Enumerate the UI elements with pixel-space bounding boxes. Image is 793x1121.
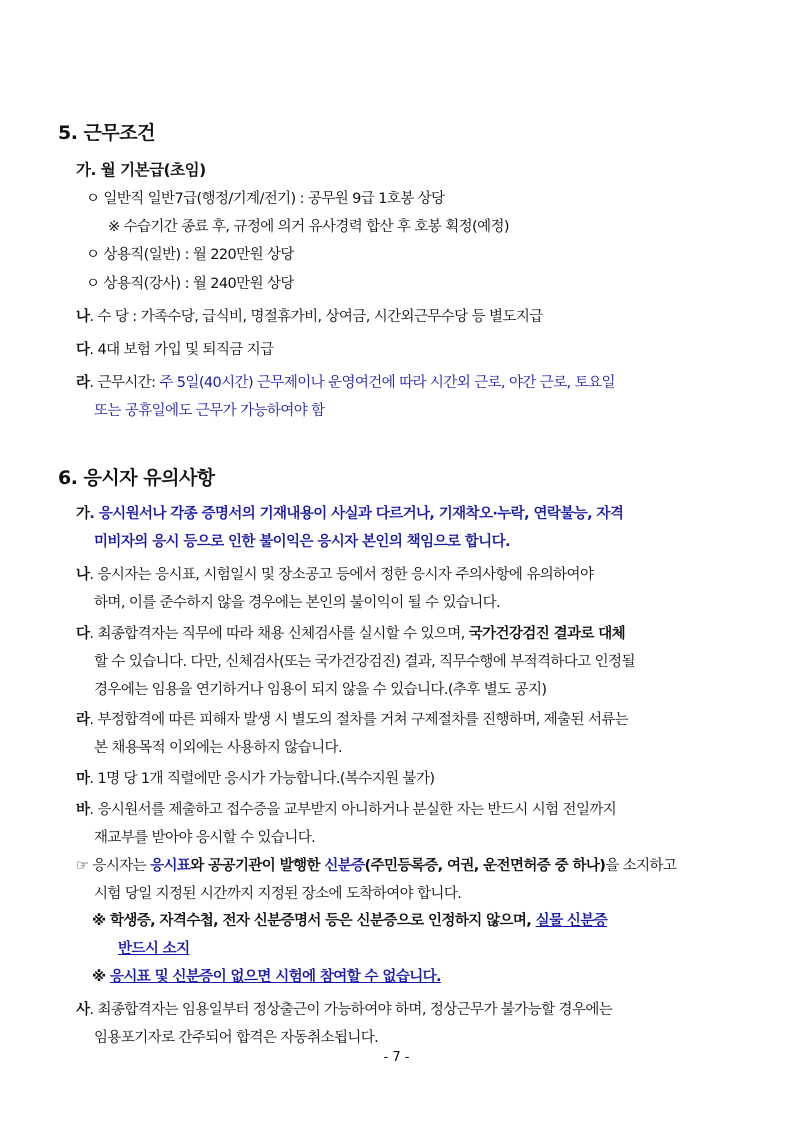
- section-6-ba: [76, 798, 616, 819]
- section-6-da-cont-1: 할 수 있습니다. 다만, 신체검사(또는 국가건강검진) 결과, 직무수행에 부적격하다고 인정될: [94, 654, 635, 670]
- item-marker: 다: [76, 342, 90, 358]
- work-hours-text: 주 5일(40시간) 근무제이나 운영여건에 따라 시간외 근로, 야간 근로, 토요일: [159, 375, 615, 391]
- salary-note: ※ 수습기간 종료 후, 규정에 의거 유사경력 합산 후 호봉 획정(예정): [108, 219, 509, 235]
- item-marker: 나: [76, 309, 90, 325]
- id-text-3: 을 소지하고: [605, 858, 677, 874]
- id-note-1-cont: 반드시 소지: [118, 941, 190, 957]
- id-text-1: 응시자는: [88, 858, 151, 874]
- id-card-text: 신분증: [324, 858, 365, 874]
- section-6-da: [76, 622, 625, 643]
- salary-bullet-1: ㅇ 일반직 일반7급(행정/기계/전기) : 공무원 9급 1호봉 상당: [86, 191, 445, 207]
- item-text: . 근무시간:: [89, 375, 160, 391]
- item-marker: 나: [76, 567, 90, 583]
- item-text: . 1명 당 1개 직렬에만 응시가 가능합니다.(복수지원 불가): [89, 771, 435, 787]
- section-6-da-cont-2: 경우에는 임용을 연기하거나 임용이 되지 않을 수 있습니다.(추후 별도 공지): [94, 682, 547, 698]
- id-types-text: (주민등록증, 여권, 운전면허증 중 하나): [364, 858, 606, 874]
- section-6-ma: [76, 767, 434, 788]
- item-text: . 최종합격자는 직무에 따라 채용 신체검사를 실시할 수 있으며,: [89, 626, 469, 642]
- id-text-2: 와 공공기관이 발행한: [190, 858, 325, 874]
- item-marker: 마: [76, 771, 90, 787]
- item-marker: 다: [76, 626, 90, 642]
- note-blue-text: 응시표 및 신분증이 없으면 시험에 참여할 수 없습니다.: [109, 969, 441, 985]
- item-marker: 바: [76, 802, 90, 818]
- id-requirement-cont: 시험 당일 지정된 시간까지 지정된 장소에 도착하여야 합니다.: [94, 886, 462, 902]
- section-5-da: [76, 338, 274, 359]
- item-text: . 응시자는 응시표, 시험일시 및 장소공고 등에서 정한 응시자 주의사항에 유의하여야: [89, 567, 594, 583]
- section-5-ga-title: 가. 월 기본급(초임): [76, 161, 206, 179]
- page-number: - 7 -: [383, 1050, 410, 1065]
- salary-bullet-3: ㅇ 상용직(강사) : 월 240만원 상당: [86, 276, 294, 292]
- section-6-sa: [76, 998, 612, 1019]
- item-text: . 수 당 : 가족수당, 급식비, 명절휴가비, 상여금, 시간외근무수당 등 별도지급: [89, 309, 543, 325]
- id-note-1: [92, 909, 607, 930]
- section-5-title: 5. 근무조건: [58, 122, 155, 144]
- note-mark: ※: [92, 969, 110, 985]
- id-requirement: [76, 854, 676, 875]
- note-blue-text: 실물 신분증: [535, 913, 608, 929]
- section-6-title: 6. 응시자 유의사항: [58, 467, 215, 489]
- section-6-ga: [76, 502, 623, 523]
- section-6-na: [76, 563, 593, 584]
- item-text: . 응시원서를 제출하고 접수증을 교부받지 아니하거나 분실한 자는 반드시 시험 전일까지: [89, 802, 617, 818]
- item-marker: 라: [76, 375, 90, 391]
- item-text: . 응시원서나 각종 증명서의 기재내용이 사실과 다르거나, 기재착오·누락, 연락불능, 자격: [89, 506, 624, 522]
- note-bold-text: 학생증, 자격수첩, 전자 신분증명서 등은 신분증으로 인정하지 않으며,: [109, 913, 536, 929]
- section-6-ba-cont: 재교부를 받아야 응시할 수 있습니다.: [94, 830, 316, 846]
- pointing-hand-icon: ☞: [76, 858, 89, 874]
- salary-bullet-2: ㅇ 상용직(일반) : 월 220만원 상당: [86, 247, 294, 263]
- section-6-sa-cont: 임용포기자로 간주되어 합격은 자동취소됩니다.: [94, 1030, 379, 1046]
- section-6-ra-cont: 본 채용목적 이외에는 사용하지 않습니다.: [94, 740, 342, 756]
- section-5-ra: [76, 371, 615, 392]
- work-hours-text-cont: 또는 공휴일에도 근무가 가능하여야 함: [94, 403, 325, 419]
- item-marker: 가: [76, 506, 90, 522]
- item-marker: 라: [76, 712, 90, 728]
- item-text: . 4대 보험 가입 및 퇴직금 지급: [89, 342, 274, 358]
- health-check-text: 국가건강검진 결과로 대체: [468, 626, 626, 642]
- section-5-na: [76, 305, 543, 326]
- item-marker: 사: [76, 1002, 90, 1018]
- section-6-ga-cont: 미비자의 응시 등으로 인한 불이익은 응시자 본인의 책임으로 합니다.: [94, 534, 510, 550]
- id-note-2: [92, 965, 441, 986]
- item-text: . 부정합격에 따른 피해자 발생 시 별도의 절차를 거쳐 구제절차를 진행하며, 제출된 서류는: [89, 712, 629, 728]
- section-6-na-cont: 하며, 이를 준수하지 않을 경우에는 본인의 불이익이 될 수 있습니다.: [94, 595, 501, 611]
- exam-ticket-text: 응시표: [150, 858, 191, 874]
- item-text: . 최종합격자는 임용일부터 정상출근이 가능하여야 하며, 정상근무가 불가능할 경우에는: [89, 1002, 613, 1018]
- note-mark: ※: [92, 913, 110, 929]
- section-6-ra: [76, 708, 628, 729]
